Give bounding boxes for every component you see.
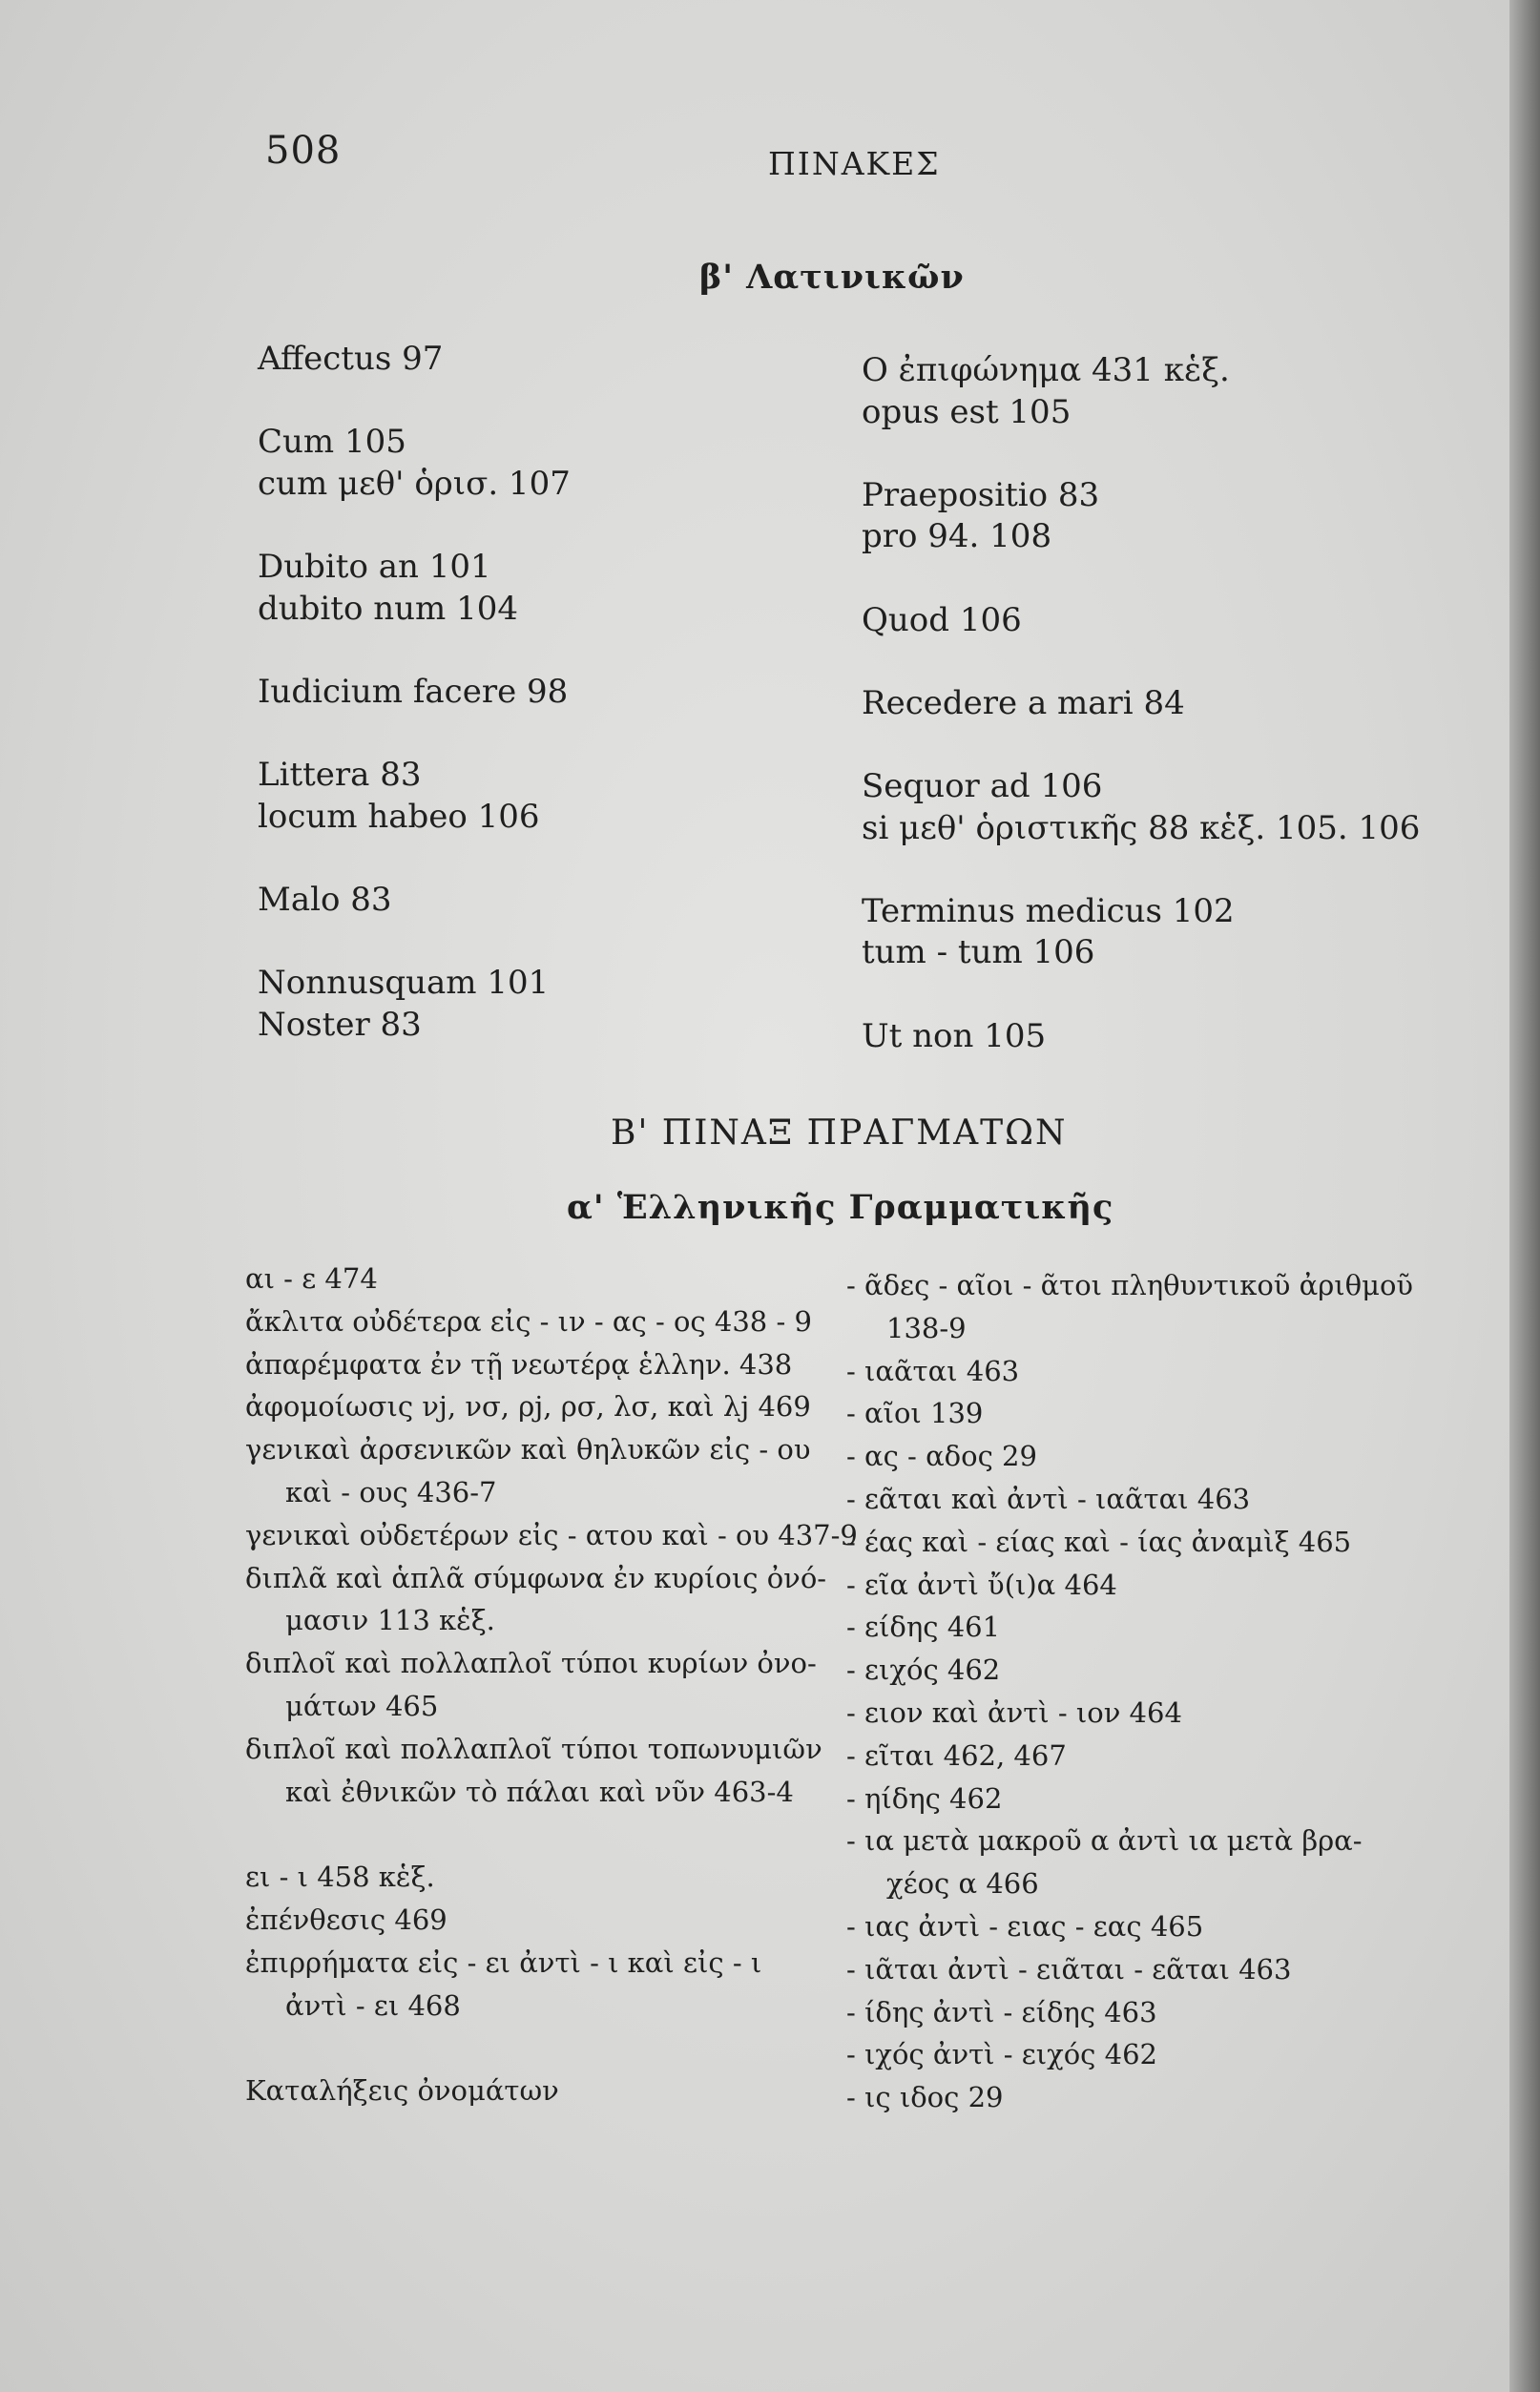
running-head: ΠΙΝΑΚΕΣ bbox=[768, 145, 941, 182]
index-entry: γενικαὶ οὐδετέρων εἰς - ατου καὶ - ου 437-9 bbox=[245, 1518, 858, 1551]
page-number: 508 bbox=[265, 129, 342, 173]
subjects-index-title: Β' ΠΙΝΑΞ ΠΡΑΓΜΑΤΩΝ bbox=[611, 1113, 1068, 1153]
index-entry: Noster 83 bbox=[258, 1005, 422, 1044]
index-entry: Dubito an 101 bbox=[258, 547, 491, 586]
index-entry: ει - ι 458 κἑξ. bbox=[245, 1861, 435, 1894]
index-entry: locum habeo 106 bbox=[258, 797, 540, 836]
index-entry: Malo 83 bbox=[258, 880, 392, 919]
entry-spacer bbox=[258, 630, 571, 672]
index-entry: διπλοῖ καὶ πολλαπλοῖ τύποι κυρίων ὀνο- bbox=[245, 1647, 817, 1680]
index-entry: - ις ιδος 29 bbox=[846, 2081, 1004, 2114]
index-entry: ἀπαρέμφατα ἐν τῇ νεωτέρᾳ ἑλλην. 438 bbox=[245, 1347, 793, 1381]
index-entry: - ειχός 462 bbox=[846, 1654, 1001, 1687]
entry-spacer bbox=[245, 1813, 858, 1856]
latin-section-title: β' Λατινικῶν bbox=[699, 258, 965, 297]
index-entry: - εῖται 462, 467 bbox=[846, 1738, 1067, 1772]
index-entry: si μεθ' ὁριστικῆς 88 κἑξ. 105. 106 bbox=[862, 808, 1421, 847]
index-entry: διπλᾶ καὶ ἁπλᾶ σύμφωνα ἐν κυρίοις ὀνό- bbox=[245, 1561, 827, 1594]
index-entry: Cum 105 bbox=[258, 423, 406, 462]
index-entry: opus est 105 bbox=[862, 392, 1072, 431]
index-entry: Affectus 97 bbox=[258, 340, 444, 378]
index-entry: Ut non 105 bbox=[862, 1016, 1047, 1055]
index-entry: ἀφομοίωσις νj, νσ, ρj, ρσ, λσ, καὶ λj 469 bbox=[245, 1390, 811, 1424]
entry-spacer bbox=[258, 838, 571, 880]
index-entry: χέος α 466 bbox=[886, 1867, 1039, 1901]
index-entry: 138-9 bbox=[886, 1311, 967, 1344]
entry-spacer bbox=[258, 505, 571, 547]
index-entry: Καταλήξεις ὀνομάτων bbox=[245, 2074, 559, 2108]
index-entry: μασιν 113 κἑξ. bbox=[285, 1604, 495, 1637]
entry-spacer bbox=[258, 921, 571, 963]
index-entry: Recedere a mari 84 bbox=[862, 683, 1185, 722]
index-entry: γενικαὶ ἀρσενικῶν καὶ θηλυκῶν εἰς - ου bbox=[245, 1433, 811, 1466]
index-entry: - ιας ἀντὶ - ειας - εας 465 bbox=[846, 1909, 1204, 1943]
index-entry: καὶ ἐθνικῶν τὸ πάλαι καὶ νῦν 463-4 bbox=[285, 1775, 794, 1808]
index-entry: ἐπένθεσις 469 bbox=[245, 1903, 447, 1936]
index-entry: καὶ - ους 436-7 bbox=[285, 1475, 497, 1508]
index-entry: - ιχός ἀντὶ - ειχός 462 bbox=[846, 2038, 1157, 2071]
entry-spacer bbox=[258, 381, 571, 423]
latin-index-left-column bbox=[258, 339, 571, 1046]
index-entry: Terminus medicus 102 bbox=[862, 891, 1235, 930]
index-entry: μάτων 465 bbox=[285, 1689, 439, 1722]
entry-spacer bbox=[245, 2027, 858, 2070]
index-entry: - είδης 461 bbox=[846, 1611, 1001, 1644]
greek-grammar-subtitle: α' Ἑλληνικῆς Γραμματικῆς bbox=[567, 1188, 1114, 1227]
entry-spacer bbox=[862, 849, 1420, 891]
index-entry: - αῖοι 139 bbox=[846, 1397, 984, 1430]
entry-spacer bbox=[862, 724, 1420, 766]
index-entry: - ειον καὶ ἀντὶ - ιον 464 bbox=[846, 1695, 1182, 1729]
index-entry: ἀντὶ - ει 468 bbox=[285, 1988, 461, 2022]
index-entry: - ηίδης 462 bbox=[846, 1781, 1003, 1815]
entry-spacer bbox=[862, 433, 1420, 475]
entry-spacer bbox=[862, 558, 1420, 600]
index-entry: O ἐπιφώνημα 431 κἑξ. bbox=[862, 351, 1230, 389]
index-entry: Quod 106 bbox=[862, 600, 1022, 639]
index-entry: - ιᾶται ἀντὶ - ειᾶται - εᾶται 463 bbox=[846, 1952, 1292, 1986]
index-entry: ἐπιρρήματα εἰς - ει ἀντὶ - ι καὶ εἰς - ι bbox=[245, 1945, 762, 1979]
index-entry: διπλοῖ καὶ πολλαπλοῖ τύποι τοπωνυμιῶν bbox=[245, 1732, 822, 1765]
index-entry: - εᾶται καὶ ἀντὶ - ιαᾶται 463 bbox=[846, 1482, 1251, 1515]
index-entry: Nonnusquam 101 bbox=[258, 963, 550, 1002]
index-entry: - ᾶδες - αῖοι - ᾶτοι πληθυντικοῦ ἀριθμοῦ bbox=[846, 1269, 1414, 1301]
index-entry: - ίδης ἀντὶ - είδης 463 bbox=[846, 1995, 1157, 2028]
latin-index-right-column bbox=[862, 350, 1420, 1057]
entry-spacer bbox=[862, 641, 1420, 683]
index-entry: Littera 83 bbox=[258, 755, 422, 794]
page-edge-shadow bbox=[1509, 0, 1540, 2392]
index-entry: - ια μετὰ μακροῦ α ἀντὶ ια μετὰ βρα- bbox=[846, 1824, 1363, 1858]
index-entry: ἄκλιτα οὐδέτερα εἰς - ιν - ας - ος 438 - 9 bbox=[245, 1304, 812, 1338]
index-entry: dubito num 104 bbox=[258, 589, 518, 628]
index-entry: tum - tum 106 bbox=[862, 933, 1095, 972]
greek-index-left-column bbox=[245, 1258, 858, 2112]
entry-spacer bbox=[862, 974, 1420, 1016]
index-entry: - ας - αδος 29 bbox=[846, 1440, 1037, 1473]
index-entry: Praepositio 83 bbox=[862, 475, 1100, 514]
index-entry: pro 94. 108 bbox=[862, 517, 1052, 556]
index-entry: - ιαᾶται 463 bbox=[846, 1354, 1020, 1387]
greek-index-right-column bbox=[846, 1264, 1413, 2119]
index-entry: - έας καὶ - είας καὶ - ίας ἀναμὶξ 465 bbox=[846, 1525, 1352, 1558]
entry-spacer bbox=[258, 713, 571, 755]
index-entry: Iudicium facere 98 bbox=[258, 672, 569, 711]
index-entry: cum μεθ' ὁρισ. 107 bbox=[258, 464, 571, 503]
index-entry: Sequor ad 106 bbox=[862, 766, 1103, 805]
index-entry: αι - ε 474 bbox=[245, 1262, 378, 1295]
index-entry: - εῖα ἀντὶ ὔ(ι)α 464 bbox=[846, 1568, 1117, 1601]
